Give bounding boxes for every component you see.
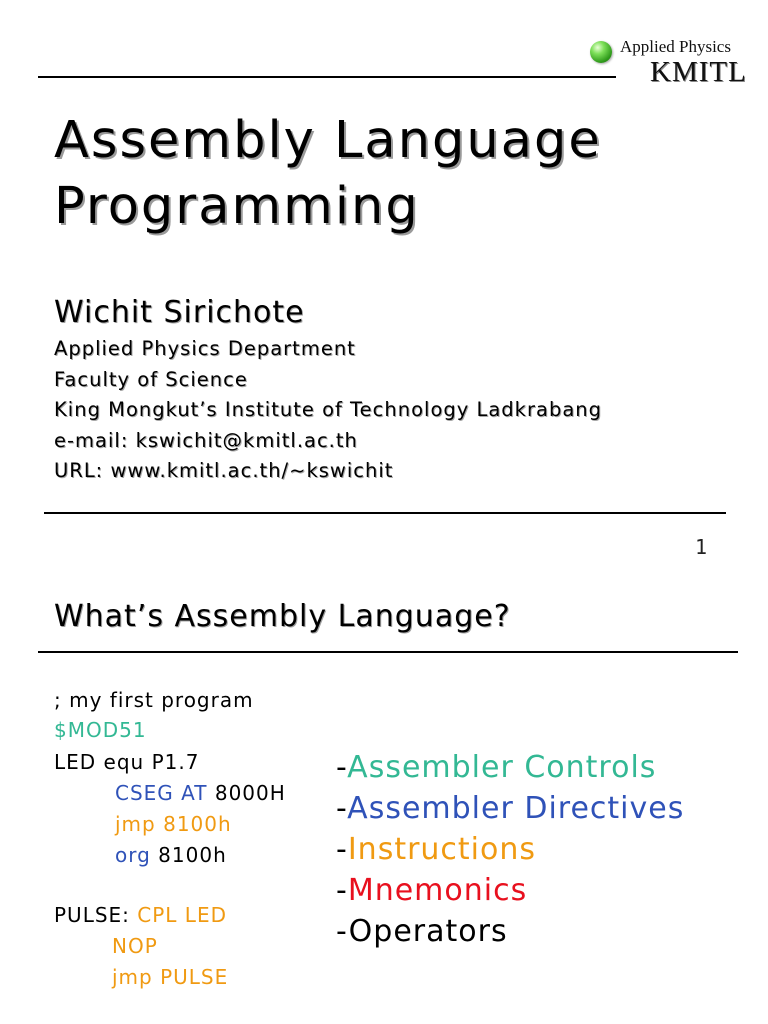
url-text: URL: www.kmitl.ac.th/~kswichit [54,459,394,482]
bottom-rule-slide1 [44,512,726,514]
list-dash: - [336,914,349,949]
email-text: e-mail: kswichit@kmitl.ac.th [54,428,358,452]
slide2-heading-rule [38,651,738,653]
green-ball-icon [590,41,612,63]
list-item-mnemonics [336,870,684,911]
list-item-assembler-directives [336,788,684,829]
slide2-heading: What’s Assembly Language? [54,599,511,634]
code-org-line [115,841,227,869]
logo-text-kmitl: KMITL [650,56,747,88]
code-nop: NOP [112,934,158,958]
list-text-instructions: Instructions [347,832,537,867]
assembly-elements-list [336,747,684,952]
page-number: 1 [695,535,708,559]
logo-text-applied-physics: Applied Physics [620,37,731,56]
code-pulse-line [54,901,227,929]
list-item-instructions [336,829,684,870]
code-jmp-8100h: jmp 8100h [115,812,232,836]
list-dash: - [336,750,348,785]
top-rule [38,76,616,78]
code-led-equ: LED equ P1.7 [54,750,200,774]
code-cpl-led: CPL LED [137,903,227,927]
author-name: Wichit Sirichote [54,295,305,330]
institute-text: King Mongkut’s Institute of Technology Ladkrabang [54,398,603,421]
code-cseg-keyword: CSEG AT [115,781,208,805]
code-cseg-value: 8000H [214,781,286,805]
list-text-assembler-controls: Assembler Controls [347,750,657,785]
title-line-1: Assembly Language [54,111,602,170]
faculty-text: Faculty of Science [54,367,248,391]
code-org-value: 8100h [158,843,227,867]
code-cseg-line [115,779,286,807]
author-info [54,334,602,487]
list-text-operators: Operators [348,914,508,949]
department-text: Applied Physics Department [54,337,356,360]
list-item-operators [336,911,684,952]
code-comment: ; my first program [54,688,254,712]
code-jmp-pulse: jmp PULSE [112,965,229,989]
title-line-2: Programming [54,177,420,236]
code-org-keyword: org [115,843,151,867]
list-dash: - [336,791,348,826]
list-item-assembler-controls [336,747,684,788]
list-dash: - [336,873,348,908]
list-dash: - [336,832,348,867]
list-text-assembler-directives: Assembler Directives [347,791,685,826]
code-pulse-label: PULSE: [54,903,130,927]
code-mod51: $MOD51 [54,718,147,742]
slide-title [54,108,602,240]
list-text-mnemonics: Mnemonics [347,873,528,908]
